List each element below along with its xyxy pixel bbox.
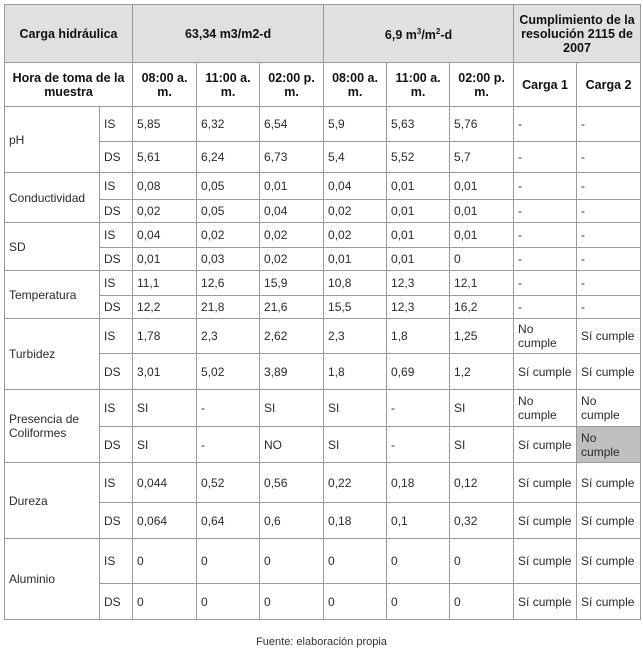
value-cell: 21,8 bbox=[197, 296, 260, 319]
value-cell: - bbox=[387, 390, 450, 427]
value-cell: 0 bbox=[324, 539, 387, 584]
carga-2-cell: Sí cumple bbox=[577, 463, 641, 503]
parameter-cell: Conductividad bbox=[5, 173, 100, 223]
value-cell: 0,08 bbox=[133, 173, 197, 200]
value-cell: 0 bbox=[260, 539, 324, 584]
value-cell: SI bbox=[324, 390, 387, 427]
carga-2-cell: - bbox=[577, 223, 641, 248]
sample-type-cell: DS bbox=[100, 142, 133, 173]
value-cell: 0,04 bbox=[324, 173, 387, 200]
carga-1-cell: - bbox=[514, 173, 577, 200]
value-cell: 1,8 bbox=[387, 319, 450, 354]
value-cell: - bbox=[387, 427, 450, 463]
value-cell: 0,01 bbox=[387, 200, 450, 223]
carga-1-cell: Sí cumple bbox=[514, 539, 577, 584]
value-cell: 0 bbox=[133, 539, 197, 584]
value-cell: - bbox=[197, 390, 260, 427]
parameter-cell: Temperatura bbox=[5, 271, 100, 319]
sample-type-cell: IS bbox=[100, 390, 133, 427]
carga-2-cell: No cumple bbox=[577, 390, 641, 427]
header-carga-2: Carga 2 bbox=[577, 63, 641, 107]
value-cell: SI bbox=[133, 390, 197, 427]
value-cell: 12,3 bbox=[387, 296, 450, 319]
parameter-cell: pH bbox=[5, 107, 100, 173]
value-cell: 0 bbox=[387, 584, 450, 620]
value-cell: 3,89 bbox=[260, 354, 324, 390]
value-cell: 0,05 bbox=[197, 173, 260, 200]
carga-2-cell: - bbox=[577, 200, 641, 223]
value-cell: 2,3 bbox=[324, 319, 387, 354]
value-cell: NO bbox=[260, 427, 324, 463]
table-row bbox=[5, 248, 641, 271]
value-cell: 5,9 bbox=[324, 107, 387, 142]
value-cell: SI bbox=[450, 427, 514, 463]
value-cell: 10,8 bbox=[324, 271, 387, 296]
value-cell: 0,02 bbox=[324, 200, 387, 223]
value-cell: 6,24 bbox=[197, 142, 260, 173]
value-cell: 0,69 bbox=[387, 354, 450, 390]
value-cell: 0 bbox=[197, 584, 260, 620]
sample-type-cell: DS bbox=[100, 354, 133, 390]
value-cell: 5,7 bbox=[450, 142, 514, 173]
value-cell: 0,064 bbox=[133, 503, 197, 539]
carga-1-cell: - bbox=[514, 296, 577, 319]
value-cell: 0,01 bbox=[133, 248, 197, 271]
results-table bbox=[4, 4, 641, 620]
value-cell: 0,01 bbox=[260, 173, 324, 200]
table-row bbox=[5, 503, 641, 539]
value-cell: 0,01 bbox=[450, 223, 514, 248]
value-cell: 1,8 bbox=[324, 354, 387, 390]
value-cell: 0,6 bbox=[260, 503, 324, 539]
value-cell: 5,52 bbox=[387, 142, 450, 173]
table-row bbox=[5, 390, 641, 427]
header-time: 08:00 a. m. bbox=[324, 63, 387, 107]
value-cell: 0,01 bbox=[387, 173, 450, 200]
sample-type-cell: IS bbox=[100, 319, 133, 354]
value-cell: 1,2 bbox=[450, 354, 514, 390]
value-cell: 15,5 bbox=[324, 296, 387, 319]
carga-1-cell: Sí cumple bbox=[514, 584, 577, 620]
header-compliance: Cumplimiento de la resolución 2115 de 2007 bbox=[514, 5, 641, 63]
table-row bbox=[5, 142, 641, 173]
value-cell: 12,1 bbox=[450, 271, 514, 296]
sample-type-cell: IS bbox=[100, 173, 133, 200]
table-row bbox=[5, 173, 641, 200]
value-cell: 0,1 bbox=[387, 503, 450, 539]
header-time: 02:00 p. m. bbox=[260, 63, 324, 107]
table-row bbox=[5, 427, 641, 463]
value-cell: 12,3 bbox=[387, 271, 450, 296]
value-cell: 0 bbox=[260, 584, 324, 620]
parameter-cell: Dureza bbox=[5, 463, 100, 539]
value-cell: 12,2 bbox=[133, 296, 197, 319]
value-cell: SI bbox=[450, 390, 514, 427]
value-cell: 0 bbox=[197, 539, 260, 584]
header-time: 02:00 p. m. bbox=[450, 63, 514, 107]
value-cell: 0 bbox=[324, 584, 387, 620]
carga-1-cell: - bbox=[514, 271, 577, 296]
value-cell: 0,02 bbox=[197, 223, 260, 248]
value-cell: 0,02 bbox=[133, 200, 197, 223]
value-cell: 5,85 bbox=[133, 107, 197, 142]
value-cell: 5,61 bbox=[133, 142, 197, 173]
value-cell: 15,9 bbox=[260, 271, 324, 296]
value-cell: 0,64 bbox=[197, 503, 260, 539]
parameter-cell: Aluminio bbox=[5, 539, 100, 620]
carga-2-cell: - bbox=[577, 296, 641, 319]
value-cell: 0,02 bbox=[260, 248, 324, 271]
value-cell: 0,32 bbox=[450, 503, 514, 539]
value-cell: 6,73 bbox=[260, 142, 324, 173]
header-carga-1: Carga 1 bbox=[514, 63, 577, 107]
carga-2-cell: Sí cumple bbox=[577, 584, 641, 620]
value-cell: 5,76 bbox=[450, 107, 514, 142]
value-cell: 0,04 bbox=[260, 200, 324, 223]
value-cell: 0,03 bbox=[197, 248, 260, 271]
sample-type-cell: DS bbox=[100, 427, 133, 463]
value-cell: 0,52 bbox=[197, 463, 260, 503]
value-cell: 6,32 bbox=[197, 107, 260, 142]
value-cell: 1,25 bbox=[450, 319, 514, 354]
value-cell: 0,05 bbox=[197, 200, 260, 223]
sample-type-cell: IS bbox=[100, 463, 133, 503]
value-cell: 0,01 bbox=[450, 173, 514, 200]
value-cell: 12,6 bbox=[197, 271, 260, 296]
value-cell: 0,22 bbox=[324, 463, 387, 503]
carga-1-cell: Sí cumple bbox=[514, 427, 577, 463]
sample-type-cell: IS bbox=[100, 539, 133, 584]
parameter-cell: Presencia de Coliformes bbox=[5, 390, 100, 463]
carga-2-cell: Sí cumple bbox=[577, 539, 641, 584]
value-cell: 3,01 bbox=[133, 354, 197, 390]
table-row bbox=[5, 539, 641, 584]
value-cell: 0 bbox=[387, 539, 450, 584]
value-cell: 0,01 bbox=[387, 223, 450, 248]
value-cell: 0,04 bbox=[133, 223, 197, 248]
header-hora-muestra: Hora de toma de la muestra bbox=[5, 63, 133, 107]
value-cell: 0,02 bbox=[260, 223, 324, 248]
value-cell: 2,62 bbox=[260, 319, 324, 354]
value-cell: SI bbox=[324, 427, 387, 463]
header-load-1: 63,34 m3/m2-d bbox=[133, 5, 324, 63]
value-cell: 0 bbox=[450, 248, 514, 271]
value-cell: 21,6 bbox=[260, 296, 324, 319]
table-row bbox=[5, 223, 641, 248]
sample-type-cell: DS bbox=[100, 503, 133, 539]
value-cell: 2,3 bbox=[197, 319, 260, 354]
header-load-2: 6,9 $m^3/m^2-d$ bbox=[324, 5, 514, 63]
table-row bbox=[5, 319, 641, 354]
carga-1-cell: - bbox=[514, 142, 577, 173]
value-cell: 5,4 bbox=[324, 142, 387, 173]
value-cell: 11,1 bbox=[133, 271, 197, 296]
sample-type-cell: IS bbox=[100, 107, 133, 142]
value-cell: 0,18 bbox=[324, 503, 387, 539]
carga-1-cell: - bbox=[514, 107, 577, 142]
value-cell: 5,63 bbox=[387, 107, 450, 142]
value-cell: 16,2 bbox=[450, 296, 514, 319]
carga-1-cell: Sí cumple bbox=[514, 354, 577, 390]
table-caption: Fuente: elaboración propia bbox=[256, 636, 387, 648]
value-cell: - bbox=[197, 427, 260, 463]
carga-2-cell: Sí cumple bbox=[577, 319, 641, 354]
carga-2-cell: - bbox=[577, 107, 641, 142]
value-cell: 0,12 bbox=[450, 463, 514, 503]
table-row bbox=[5, 584, 641, 620]
value-cell: 0,56 bbox=[260, 463, 324, 503]
carga-2-cell: Sí cumple bbox=[577, 503, 641, 539]
table-body bbox=[5, 107, 641, 620]
parameter-cell: SD bbox=[5, 223, 100, 271]
value-cell: 0,18 bbox=[387, 463, 450, 503]
value-cell: SI bbox=[133, 427, 197, 463]
value-cell: 0,044 bbox=[133, 463, 197, 503]
value-cell: 5,02 bbox=[197, 354, 260, 390]
value-cell: SI bbox=[260, 390, 324, 427]
carga-2-cell: - bbox=[577, 271, 641, 296]
value-cell: 0,02 bbox=[324, 223, 387, 248]
carga-1-cell: Sí cumple bbox=[514, 503, 577, 539]
carga-2-cell: - bbox=[577, 173, 641, 200]
table-row bbox=[5, 296, 641, 319]
carga-1-cell: No cumple bbox=[514, 390, 577, 427]
value-cell: 0,01 bbox=[450, 200, 514, 223]
value-cell: 0 bbox=[450, 584, 514, 620]
carga-1-cell: No cumple bbox=[514, 319, 577, 354]
sample-type-cell: IS bbox=[100, 223, 133, 248]
value-cell: 0,01 bbox=[387, 248, 450, 271]
table-row bbox=[5, 354, 641, 390]
carga-1-cell: - bbox=[514, 200, 577, 223]
carga-1-cell: - bbox=[514, 223, 577, 248]
sample-type-cell: IS bbox=[100, 271, 133, 296]
carga-2-cell: No cumple bbox=[577, 427, 641, 463]
header-carga-hidraulica: Carga hidráulica bbox=[5, 5, 133, 63]
value-cell: 6,54 bbox=[260, 107, 324, 142]
header-time: 11:00 a. m. bbox=[197, 63, 260, 107]
carga-1-cell: - bbox=[514, 248, 577, 271]
sample-type-cell: DS bbox=[100, 584, 133, 620]
sample-type-cell: DS bbox=[100, 296, 133, 319]
table-row bbox=[5, 463, 641, 503]
parameter-cell: Turbidez bbox=[5, 319, 100, 390]
value-cell: 0,01 bbox=[324, 248, 387, 271]
value-cell: 0 bbox=[450, 539, 514, 584]
sample-type-cell: DS bbox=[100, 200, 133, 223]
carga-2-cell: Sí cumple bbox=[577, 354, 641, 390]
carga-2-cell: - bbox=[577, 142, 641, 173]
carga-1-cell: Sí cumple bbox=[514, 463, 577, 503]
header-time: 08:00 a. m. bbox=[133, 63, 197, 107]
header-time: 11:00 a. m. bbox=[387, 63, 450, 107]
table-row bbox=[5, 200, 641, 223]
table-row bbox=[5, 107, 641, 142]
value-cell: 0 bbox=[133, 584, 197, 620]
value-cell: 1,78 bbox=[133, 319, 197, 354]
sample-type-cell: DS bbox=[100, 248, 133, 271]
carga-2-cell: - bbox=[577, 248, 641, 271]
table-row bbox=[5, 271, 641, 296]
